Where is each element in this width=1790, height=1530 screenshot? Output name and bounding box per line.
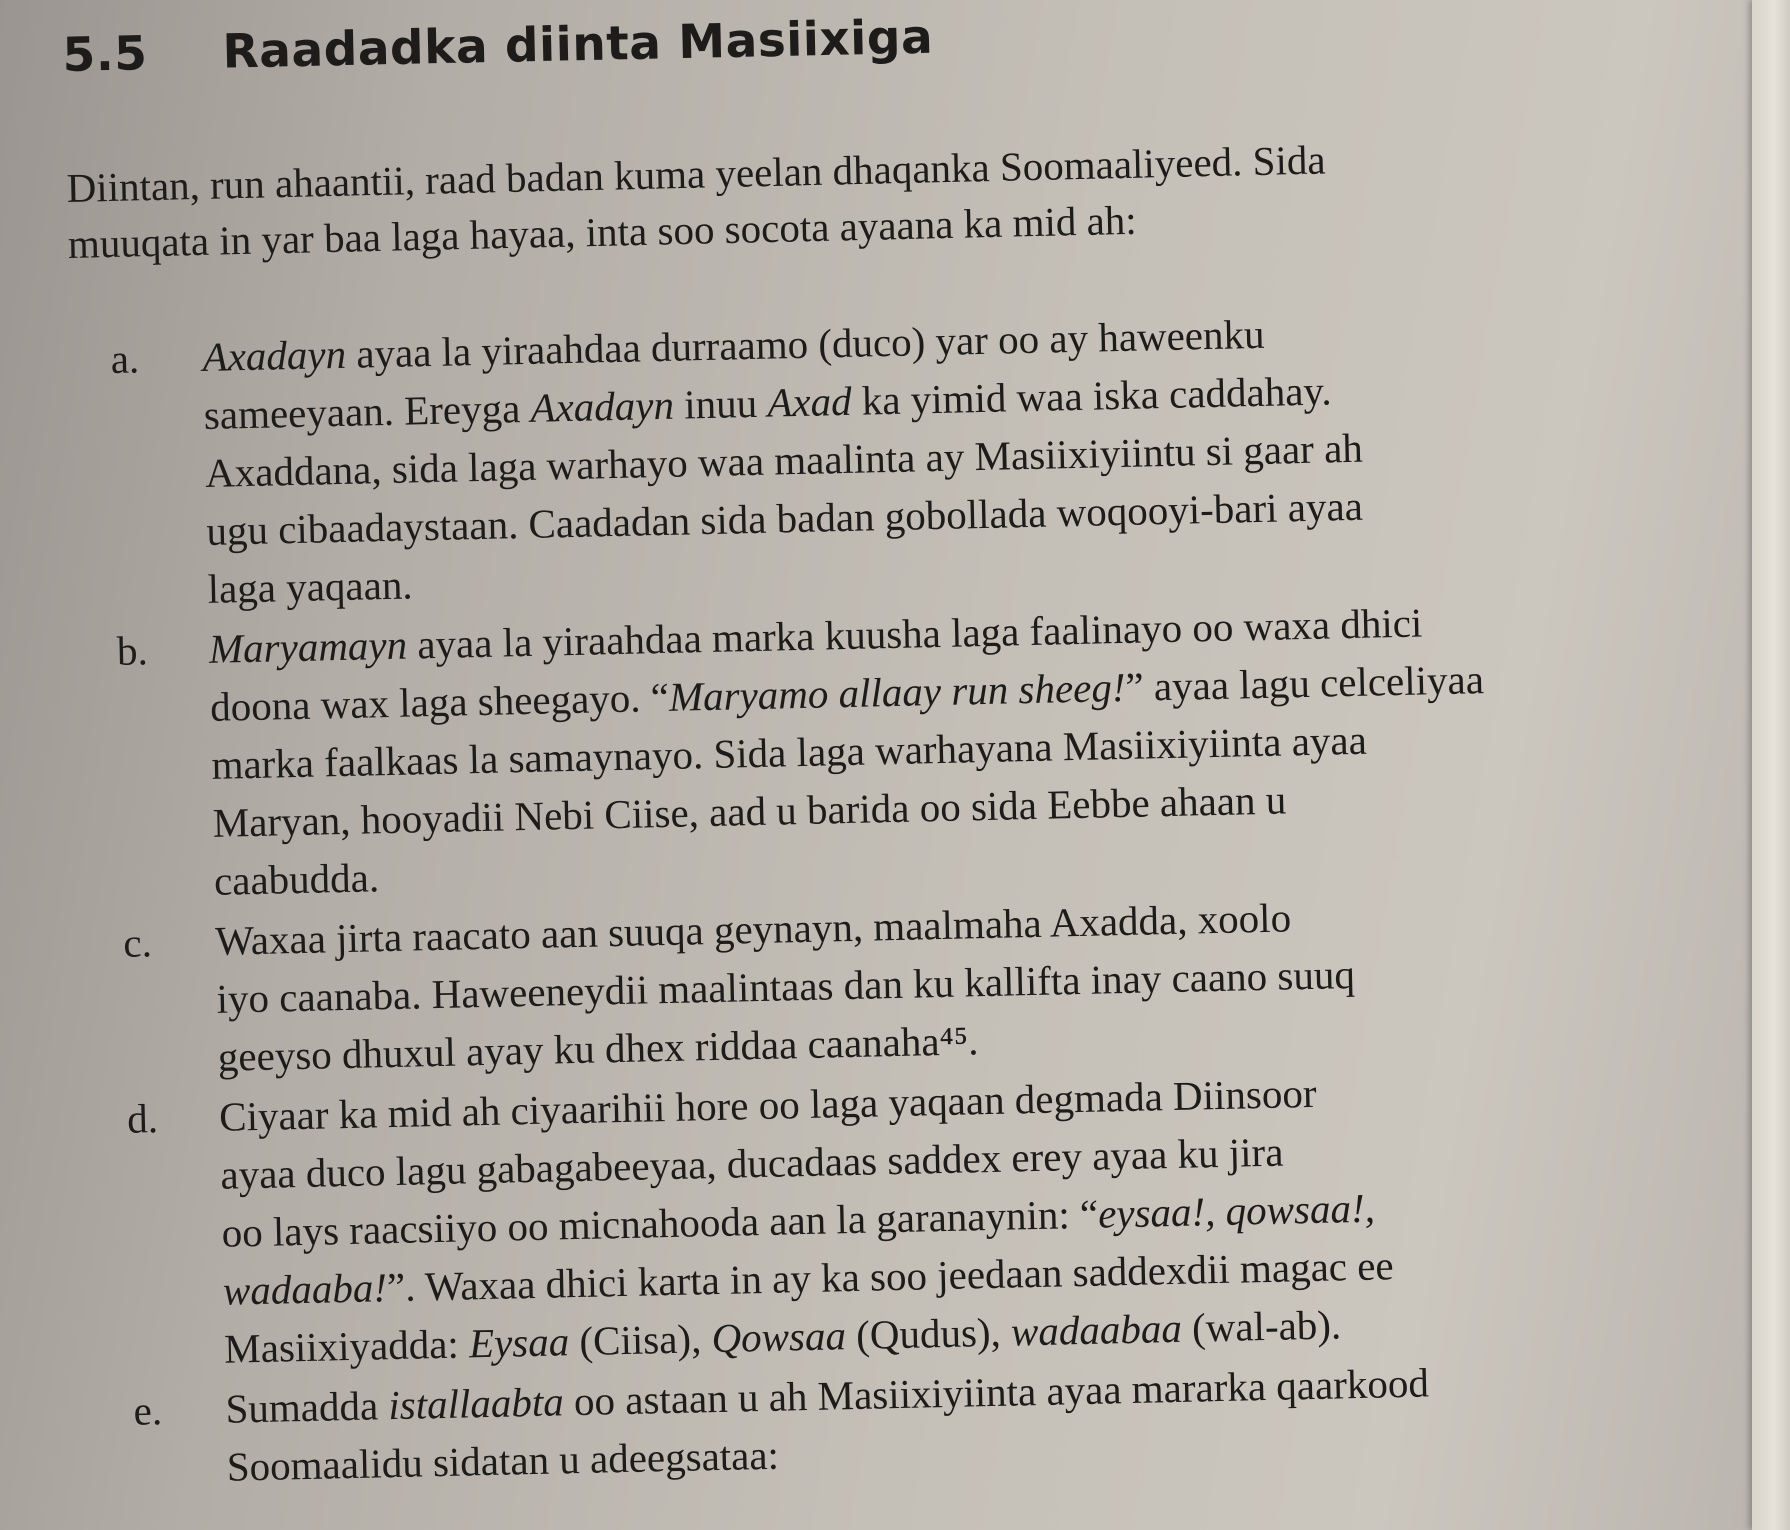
text-run: Ciyaar ka mid ah ciyaarihii hore oo laga yaqaan degmada Diinsoor	[218, 1069, 1317, 1140]
text-run: ayaa la yiraahdaa marka kuusha laga faalinayo oo waxa dhici	[406, 599, 1423, 668]
item-text	[202, 295, 1716, 618]
italic-term: Axadayn	[202, 330, 347, 380]
next-page-edge	[1752, 0, 1790, 1530]
section-number: 5.5	[62, 26, 148, 83]
italic-term: Qowsaa	[711, 1312, 847, 1362]
text-run: sameeyaan. Ereyga	[203, 384, 531, 438]
text-run: oo astaan u ah Masiixiyiinta ayaa mararka qaarkood	[563, 1359, 1430, 1425]
item-text	[215, 879, 1726, 1086]
list-item	[127, 1055, 1733, 1380]
italic-term: istallaabta	[387, 1378, 565, 1429]
text-run: marka faalkaas la samaynayo. Sida laga warhayana Masiixiyiinta ayaa	[211, 716, 1368, 788]
text-run: Maryan, hooyadii Nebi Ciise, aad u barida oo sida Eebbe ahaan u	[212, 776, 1287, 846]
text-run: ayaa la yiraahdaa durraamo (duco) yar oo ay haweenku	[345, 310, 1265, 377]
intro-line: muuqata in yar baa laga hayaa, inta soo socota ayaana ka mid ah:	[67, 196, 1138, 267]
list-item	[116, 587, 1722, 912]
text-run: Axaddana, sida laga warhayo waa maalinta ay Masiixiyiintu si gaar ah	[204, 424, 1364, 496]
item-letter: c.	[122, 919, 153, 966]
italic-term: Maryamo allaay run sheeg!	[668, 663, 1126, 720]
text-run: (Ciisa),	[568, 1315, 713, 1365]
text-run: Soomaalidu sidatan u adeegsataa:	[226, 1431, 780, 1490]
item-letter: d.	[126, 1095, 159, 1142]
list-item	[110, 295, 1716, 620]
item-text	[219, 1055, 1733, 1378]
text-run: ” ayaa lagu celceliyaa	[1124, 656, 1485, 710]
text-run: oo lays raacsiiyo oo micnahooda aan la garanaynin: “	[221, 1190, 1099, 1256]
text-run: (wal-ab).	[1181, 1301, 1342, 1351]
italic-term: Axadayn	[529, 381, 675, 431]
italic-term: Axad	[766, 377, 853, 426]
item-letter: a.	[110, 335, 140, 382]
list-item	[123, 879, 1726, 1088]
section-title: Raadadka diinta Masiixiga	[221, 9, 934, 80]
text-run: Masiixiyadda:	[223, 1320, 470, 1372]
text-run: doona wax laga sheegayo. “	[209, 673, 670, 730]
italic-term: Maryamayn	[208, 621, 408, 672]
text-run: inuu	[673, 379, 768, 428]
text-run: ka yimid waa iska caddahay.	[851, 367, 1332, 424]
item-text	[208, 587, 1722, 910]
text-run: geeyso dhuxul ayay ku dhex riddaa caanaha⁴⁵.	[217, 1017, 979, 1080]
item-letter: e.	[133, 1387, 163, 1434]
italic-term: Eysaa	[468, 1318, 570, 1367]
text-run: iyo caanaba. Haweeneydii maalintaas dan ku kallifta inay caano suuq	[216, 951, 1356, 1022]
intro-line: Diintan, run ahaantii, raad badan kuma yeelan dhaqanka Soomaaliyeed. Sida	[66, 136, 1327, 211]
text-run: (Qudus),	[845, 1308, 1012, 1359]
text-run: Waxaa jirta raacato aan suuqa geynayn, maalmaha Axadda, xoolo	[214, 894, 1292, 964]
text-run: caabudda.	[213, 854, 380, 904]
italic-term: wadaaba!	[222, 1264, 388, 1314]
italic-term: eysaa!, qowsaa!,	[1097, 1184, 1376, 1237]
text-run: ugu cibaadaystaan. Caadadan sida badan gobollada woqooyi-bari ayaa	[205, 482, 1364, 554]
text-run: ”. Waxaa dhici karta in ay ka soo jeedaan saddexdii magac ee	[386, 1242, 1395, 1311]
item-letter: b.	[116, 627, 149, 674]
section-heading	[62, 10, 934, 83]
text-run: laga yaqaan.	[207, 561, 414, 612]
text-run: Sumadda	[225, 1382, 389, 1432]
italic-term: wadaabaa	[1010, 1304, 1183, 1355]
lettered-list	[110, 295, 1735, 1498]
text-run: ayaa duco lagu gabagabeeyaa, ducadaas saddex erey ayaa ku jira	[219, 1128, 1284, 1198]
intro-paragraph	[66, 124, 1668, 272]
